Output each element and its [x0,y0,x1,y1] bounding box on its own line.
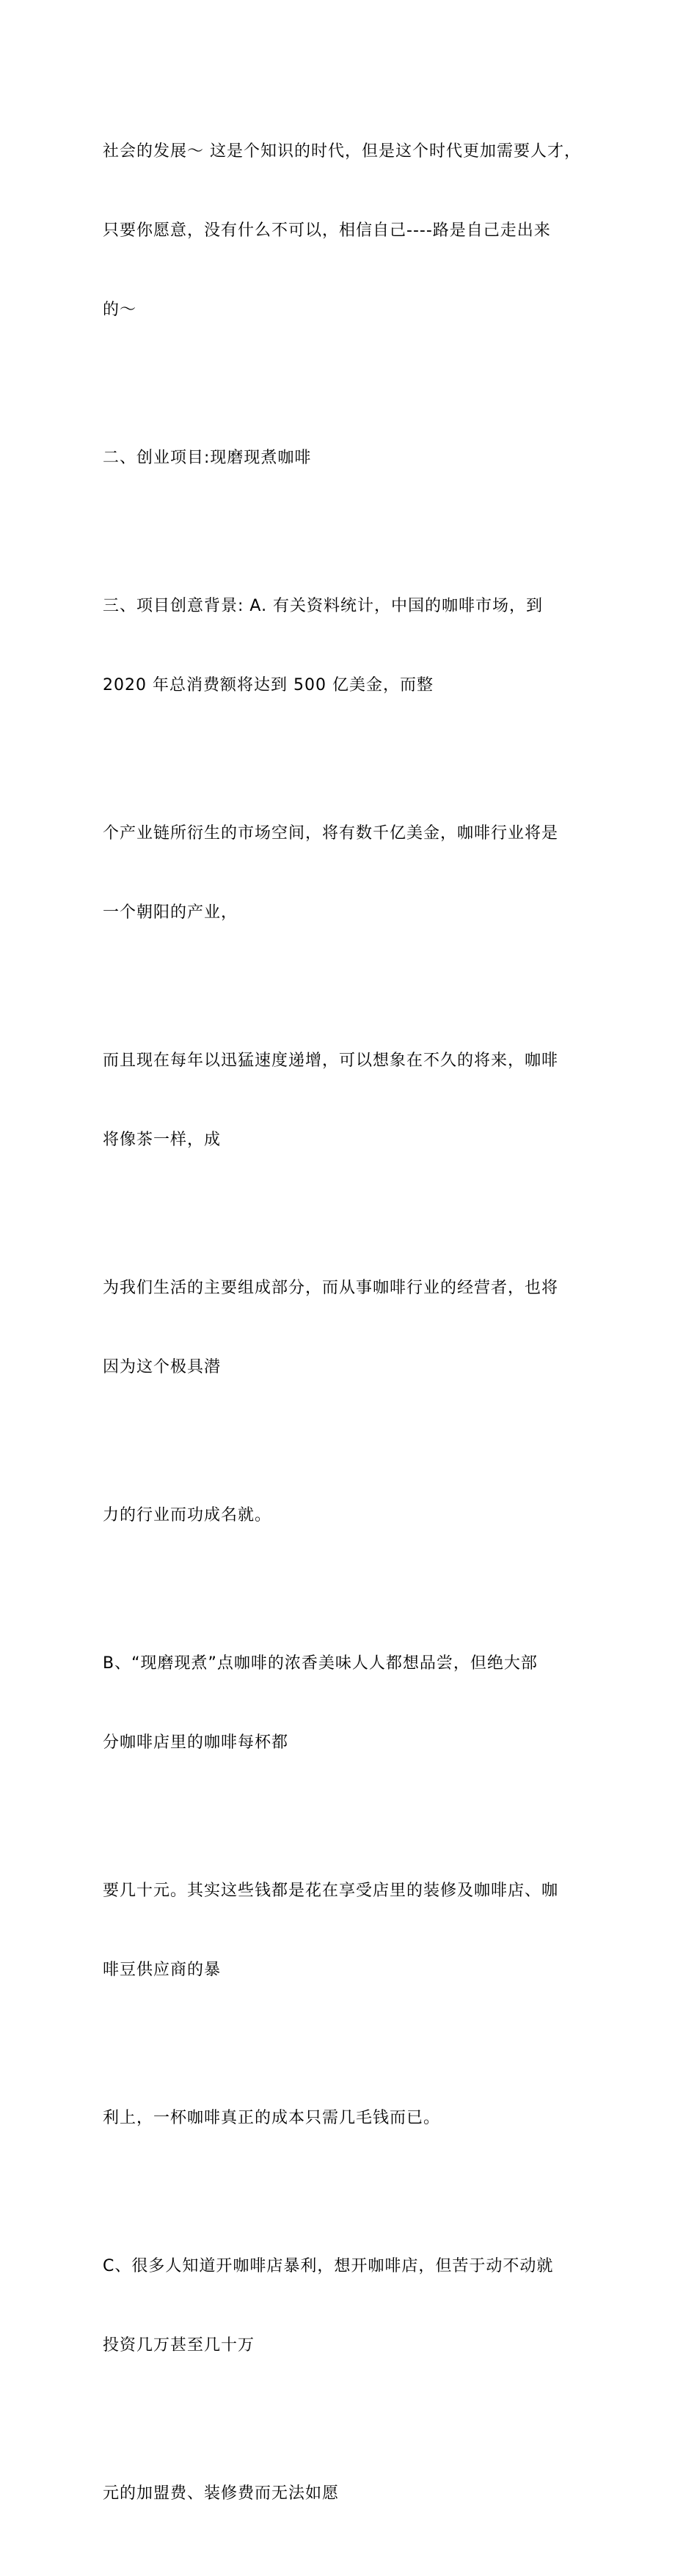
paragraph-cost [103,2052,616,2184]
text-line: 三、项目创意背景: A. 有关资料统计，中国的咖啡市场，到 [103,597,544,615]
text-line: 2020 年总消费额将达到 500 亿美金，而整 [103,676,434,694]
text-line: 投资几万甚至几十万 [103,2336,255,2355]
text-line: 因为这个极具潜 [103,1358,222,1376]
paragraph-background-a [103,540,616,752]
paragraph-project-title [103,392,616,524]
document-body [103,86,616,2576]
text-line: 元的加盟费、装修费而无法如愿 [103,2484,340,2503]
text-line: 二、创业项目:现磨现煮咖啡 [103,449,312,467]
text-line: 而且现在每年以迅猛速度递增，可以想象在不久的将来，咖啡 [103,1052,559,1070]
paragraph-price [103,1825,616,2036]
text-line: B、“现磨现煮”点咖啡的浓香美味人人都想品尝，但绝大部 [103,1654,538,1673]
text-line: 将像茶一样，成 [103,1131,222,1149]
text-line: 力的行业而功成名就。 [103,1506,272,1524]
paragraph-background-c [103,2201,616,2412]
paragraph-industry-chain [103,768,616,979]
text-line: 为我们生活的主要组成部分，而从事咖啡行业的经营者，也将 [103,1279,559,1297]
paragraph-success [103,1450,616,1582]
paragraph-intro [103,86,616,376]
text-line: 分咖啡店里的咖啡每杯都 [103,1733,289,1752]
text-line: 利上，一杯咖啡真正的成本只需几毛钱而已。 [103,2109,441,2127]
text-line: 一个朝阳的产业， [103,903,238,922]
text-line: 的～ [103,301,137,319]
paragraph-franchise-fee [103,2428,616,2560]
text-line: 社会的发展～ 这是个知识的时代，但是这个时代更加需要人才， [103,142,581,161]
text-line: 个产业链所衍生的市场空间，将有数千亿美金，咖啡行业将是 [103,824,559,843]
text-line: 要几十元。其实这些钱都是花在享受店里的装修及咖啡店、咖 [103,1882,559,1900]
paragraph-lifestyle [103,1222,616,1434]
text-line: 只要你愿意，没有什么不可以，相信自己----路是自己走出来 [103,221,551,240]
text-line: C、很多人知道开咖啡店暴利，想开咖啡店，但苦于动不动就 [103,2257,554,2275]
paragraph-growth [103,995,616,1206]
paragraph-background-b [103,1598,616,1809]
text-line: 啡豆供应商的暴 [103,1961,222,1979]
